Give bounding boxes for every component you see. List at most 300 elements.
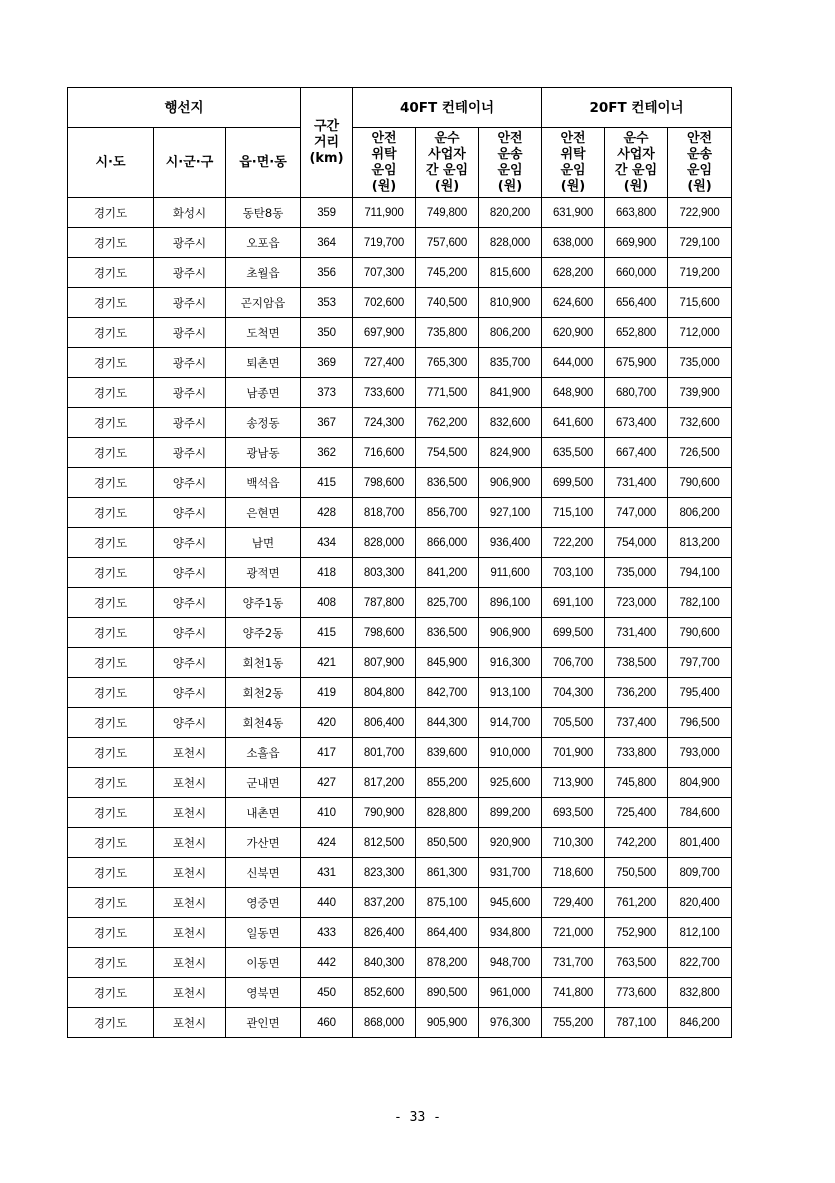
table-row [68,888,732,918]
cell-20ft-carrier-rate: 667,400 [605,438,668,468]
cell-sido: 경기도 [68,828,154,858]
cell-20ft-safe-transport-rate: 735,000 [668,348,732,378]
cell-20ft-carrier-rate: 754,000 [605,528,668,558]
cell-40ft-carrier-rate: 842,700 [416,678,479,708]
cell-40ft-carrier-rate: 856,700 [416,498,479,528]
cell-eupmyeondong: 소흘읍 [226,738,301,768]
cell-40ft-carrier-rate: 844,300 [416,708,479,738]
header-destination: 행선지 [68,88,301,128]
table-row [68,1008,732,1038]
cell-40ft-safe-transport-rate: 806,200 [479,318,542,348]
cell-sigungu: 양주시 [154,558,226,588]
header-40ft-safe-consign-rate: 안전 위탁 운임 (원) [353,128,416,198]
cell-20ft-safe-transport-rate: 806,200 [668,498,732,528]
cell-20ft-carrier-rate: 675,900 [605,348,668,378]
table-row [68,318,732,348]
cell-20ft-safe-consign-rate: 704,300 [542,678,605,708]
cell-40ft-safe-transport-rate: 896,100 [479,588,542,618]
cell-40ft-safe-transport-rate: 824,900 [479,438,542,468]
cell-40ft-carrier-rate: 855,200 [416,768,479,798]
cell-distance: 424 [301,828,353,858]
cell-20ft-carrier-rate: 731,400 [605,468,668,498]
cell-eupmyeondong: 백석읍 [226,468,301,498]
cell-eupmyeondong: 은현면 [226,498,301,528]
table-row [68,918,732,948]
cell-40ft-safe-consign-rate: 840,300 [353,948,416,978]
cell-sido: 경기도 [68,438,154,468]
cell-20ft-carrier-rate: 737,400 [605,708,668,738]
cell-40ft-carrier-rate: 864,400 [416,918,479,948]
cell-distance: 367 [301,408,353,438]
cell-sido: 경기도 [68,648,154,678]
header-40ft-safe-transport-rate: 안전 운송 운임 (원) [479,128,542,198]
cell-20ft-carrier-rate: 663,800 [605,198,668,228]
cell-40ft-safe-transport-rate: 910,000 [479,738,542,768]
cell-40ft-carrier-rate: 866,000 [416,528,479,558]
cell-sigungu: 포천시 [154,1008,226,1038]
table-row [68,228,732,258]
table-row [68,438,732,468]
cell-20ft-safe-consign-rate: 628,200 [542,258,605,288]
cell-20ft-carrier-rate: 742,200 [605,828,668,858]
cell-20ft-carrier-rate: 745,800 [605,768,668,798]
cell-20ft-safe-consign-rate: 755,200 [542,1008,605,1038]
cell-40ft-carrier-rate: 845,900 [416,648,479,678]
cell-40ft-safe-transport-rate: 820,200 [479,198,542,228]
cell-sigungu: 포천시 [154,768,226,798]
table-row [68,828,732,858]
cell-20ft-safe-consign-rate: 638,000 [542,228,605,258]
cell-40ft-safe-transport-rate: 945,600 [479,888,542,918]
cell-20ft-carrier-rate: 669,900 [605,228,668,258]
table-row [68,558,732,588]
cell-distance: 433 [301,918,353,948]
cell-20ft-safe-transport-rate: 782,100 [668,588,732,618]
table-row [68,858,732,888]
cell-sido: 경기도 [68,198,154,228]
cell-sido: 경기도 [68,318,154,348]
cell-sigungu: 양주시 [154,528,226,558]
cell-40ft-safe-consign-rate: 798,600 [353,618,416,648]
cell-40ft-safe-consign-rate: 807,900 [353,648,416,678]
cell-sigungu: 양주시 [154,498,226,528]
cell-sigungu: 광주시 [154,438,226,468]
cell-20ft-safe-consign-rate: 631,900 [542,198,605,228]
cell-20ft-safe-consign-rate: 715,100 [542,498,605,528]
cell-eupmyeondong: 영중면 [226,888,301,918]
cell-40ft-safe-transport-rate: 810,900 [479,288,542,318]
cell-sigungu: 포천시 [154,948,226,978]
cell-sigungu: 광주시 [154,408,226,438]
cell-20ft-safe-consign-rate: 620,900 [542,318,605,348]
cell-20ft-carrier-rate: 738,500 [605,648,668,678]
cell-40ft-safe-consign-rate: 790,900 [353,798,416,828]
table-row [68,528,732,558]
cell-sigungu: 광주시 [154,228,226,258]
cell-20ft-safe-transport-rate: 732,600 [668,408,732,438]
cell-distance: 434 [301,528,353,558]
cell-eupmyeondong: 군내면 [226,768,301,798]
cell-sido: 경기도 [68,348,154,378]
cell-sigungu: 포천시 [154,738,226,768]
cell-40ft-carrier-rate: 839,600 [416,738,479,768]
cell-20ft-safe-consign-rate: 710,300 [542,828,605,858]
cell-20ft-safe-transport-rate: 813,200 [668,528,732,558]
cell-sido: 경기도 [68,498,154,528]
cell-sigungu: 광주시 [154,288,226,318]
cell-sigungu: 양주시 [154,468,226,498]
cell-distance: 420 [301,708,353,738]
cell-40ft-safe-consign-rate: 716,600 [353,438,416,468]
cell-20ft-safe-transport-rate: 790,600 [668,618,732,648]
cell-20ft-safe-consign-rate: 644,000 [542,348,605,378]
cell-eupmyeondong: 퇴촌면 [226,348,301,378]
cell-40ft-safe-transport-rate: 899,200 [479,798,542,828]
cell-20ft-safe-transport-rate: 812,100 [668,918,732,948]
cell-40ft-safe-transport-rate: 927,100 [479,498,542,528]
cell-40ft-safe-consign-rate: 719,700 [353,228,416,258]
cell-40ft-safe-consign-rate: 852,600 [353,978,416,1008]
table-row [68,588,732,618]
header-20ft-safe-consign-rate: 안전 위탁 운임 (원) [542,128,605,198]
cell-eupmyeondong: 회천4동 [226,708,301,738]
cell-40ft-safe-transport-rate: 828,000 [479,228,542,258]
cell-40ft-safe-transport-rate: 815,600 [479,258,542,288]
cell-sigungu: 광주시 [154,348,226,378]
cell-eupmyeondong: 광남동 [226,438,301,468]
cell-sido: 경기도 [68,258,154,288]
cell-40ft-carrier-rate: 841,200 [416,558,479,588]
cell-40ft-carrier-rate: 735,800 [416,318,479,348]
table-row [68,768,732,798]
cell-distance: 364 [301,228,353,258]
header-20ft-carrier-rate: 운수 사업자 간 운임 (원) [605,128,668,198]
cell-20ft-carrier-rate: 680,700 [605,378,668,408]
cell-40ft-carrier-rate: 878,200 [416,948,479,978]
cell-20ft-carrier-rate: 652,800 [605,318,668,348]
cell-distance: 350 [301,318,353,348]
cell-sido: 경기도 [68,1008,154,1038]
header-eupmyeondong: 읍·면·동 [226,128,301,198]
cell-distance: 418 [301,558,353,588]
cell-20ft-carrier-rate: 763,500 [605,948,668,978]
cell-sido: 경기도 [68,978,154,1008]
cell-40ft-carrier-rate: 745,200 [416,258,479,288]
table-row [68,288,732,318]
cell-20ft-safe-transport-rate: 809,700 [668,858,732,888]
cell-40ft-carrier-rate: 836,500 [416,468,479,498]
cell-sido: 경기도 [68,948,154,978]
cell-20ft-safe-transport-rate: 804,900 [668,768,732,798]
cell-20ft-carrier-rate: 747,000 [605,498,668,528]
cell-distance: 415 [301,468,353,498]
cell-40ft-safe-transport-rate: 906,900 [479,618,542,648]
cell-distance: 408 [301,588,353,618]
header-20ft-safe-transport-rate: 안전 운송 운임 (원) [668,128,732,198]
cell-eupmyeondong: 가산면 [226,828,301,858]
cell-eupmyeondong: 오포읍 [226,228,301,258]
cell-20ft-carrier-rate: 750,500 [605,858,668,888]
cell-eupmyeondong: 이동면 [226,948,301,978]
cell-20ft-carrier-rate: 735,000 [605,558,668,588]
cell-sido: 경기도 [68,678,154,708]
cell-eupmyeondong: 도척면 [226,318,301,348]
cell-sigungu: 양주시 [154,588,226,618]
cell-distance: 410 [301,798,353,828]
cell-40ft-safe-transport-rate: 906,900 [479,468,542,498]
cell-20ft-safe-consign-rate: 718,600 [542,858,605,888]
cell-40ft-carrier-rate: 754,500 [416,438,479,468]
cell-sido: 경기도 [68,468,154,498]
cell-40ft-carrier-rate: 740,500 [416,288,479,318]
cell-20ft-safe-consign-rate: 641,600 [542,408,605,438]
table-row [68,798,732,828]
cell-eupmyeondong: 양주1동 [226,588,301,618]
cell-eupmyeondong: 관인면 [226,1008,301,1038]
cell-40ft-safe-consign-rate: 837,200 [353,888,416,918]
cell-eupmyeondong: 양주2동 [226,618,301,648]
table-row [68,378,732,408]
cell-sido: 경기도 [68,708,154,738]
cell-40ft-safe-transport-rate: 911,600 [479,558,542,588]
cell-sido: 경기도 [68,288,154,318]
cell-40ft-safe-consign-rate: 806,400 [353,708,416,738]
cell-sigungu: 양주시 [154,678,226,708]
cell-eupmyeondong: 동탄8동 [226,198,301,228]
cell-sigungu: 양주시 [154,648,226,678]
cell-20ft-safe-transport-rate: 712,000 [668,318,732,348]
cell-20ft-safe-consign-rate: 731,700 [542,948,605,978]
cell-40ft-safe-transport-rate: 936,400 [479,528,542,558]
cell-20ft-safe-transport-rate: 726,500 [668,438,732,468]
header-sigungu: 시·군·구 [154,128,226,198]
cell-sido: 경기도 [68,768,154,798]
cell-distance: 359 [301,198,353,228]
cell-distance: 440 [301,888,353,918]
cell-20ft-carrier-rate: 673,400 [605,408,668,438]
cell-sigungu: 양주시 [154,618,226,648]
cell-20ft-safe-consign-rate: 693,500 [542,798,605,828]
cell-40ft-safe-consign-rate: 817,200 [353,768,416,798]
table-row [68,258,732,288]
cell-40ft-safe-transport-rate: 920,900 [479,828,542,858]
cell-20ft-safe-transport-rate: 820,400 [668,888,732,918]
cell-20ft-safe-transport-rate: 796,500 [668,708,732,738]
cell-40ft-safe-transport-rate: 913,100 [479,678,542,708]
cell-20ft-safe-consign-rate: 705,500 [542,708,605,738]
cell-20ft-safe-consign-rate: 701,900 [542,738,605,768]
cell-40ft-carrier-rate: 890,500 [416,978,479,1008]
table-row [68,678,732,708]
cell-40ft-carrier-rate: 757,600 [416,228,479,258]
cell-40ft-carrier-rate: 828,800 [416,798,479,828]
cell-20ft-safe-transport-rate: 832,800 [668,978,732,1008]
cell-40ft-safe-consign-rate: 812,500 [353,828,416,858]
cell-40ft-safe-transport-rate: 914,700 [479,708,542,738]
cell-20ft-safe-consign-rate: 635,500 [542,438,605,468]
cell-40ft-carrier-rate: 875,100 [416,888,479,918]
cell-distance: 431 [301,858,353,888]
cell-distance: 353 [301,288,353,318]
cell-sigungu: 광주시 [154,318,226,348]
table-row [68,648,732,678]
cell-distance: 460 [301,1008,353,1038]
cell-sido: 경기도 [68,588,154,618]
cell-20ft-safe-consign-rate: 699,500 [542,618,605,648]
cell-40ft-carrier-rate: 861,300 [416,858,479,888]
cell-distance: 450 [301,978,353,1008]
table-header [68,88,732,198]
cell-distance: 362 [301,438,353,468]
cell-20ft-carrier-rate: 761,200 [605,888,668,918]
cell-40ft-safe-consign-rate: 804,800 [353,678,416,708]
cell-20ft-carrier-rate: 656,400 [605,288,668,318]
cell-20ft-safe-transport-rate: 722,900 [668,198,732,228]
cell-sigungu: 포천시 [154,798,226,828]
cell-20ft-safe-consign-rate: 721,000 [542,918,605,948]
cell-distance: 369 [301,348,353,378]
cell-20ft-safe-consign-rate: 706,700 [542,648,605,678]
cell-40ft-safe-consign-rate: 711,900 [353,198,416,228]
cell-eupmyeondong: 신북면 [226,858,301,888]
cell-20ft-carrier-rate: 660,000 [605,258,668,288]
table-row [68,978,732,1008]
cell-40ft-safe-consign-rate: 798,600 [353,468,416,498]
cell-sido: 경기도 [68,738,154,768]
cell-sido: 경기도 [68,858,154,888]
cell-sido: 경기도 [68,798,154,828]
cell-20ft-safe-transport-rate: 822,700 [668,948,732,978]
table-row [68,348,732,378]
table-row [68,468,732,498]
cell-40ft-safe-consign-rate: 727,400 [353,348,416,378]
cell-20ft-safe-transport-rate: 795,400 [668,678,732,708]
cell-20ft-carrier-rate: 723,000 [605,588,668,618]
cell-sigungu: 화성시 [154,198,226,228]
cell-sigungu: 광주시 [154,378,226,408]
cell-20ft-carrier-rate: 733,800 [605,738,668,768]
cell-40ft-safe-transport-rate: 841,900 [479,378,542,408]
cell-40ft-safe-consign-rate: 826,400 [353,918,416,948]
cell-sido: 경기도 [68,228,154,258]
table-row [68,738,732,768]
cell-40ft-safe-consign-rate: 868,000 [353,1008,416,1038]
cell-40ft-safe-consign-rate: 801,700 [353,738,416,768]
cell-40ft-safe-consign-rate: 823,300 [353,858,416,888]
cell-20ft-safe-consign-rate: 729,400 [542,888,605,918]
cell-20ft-carrier-rate: 725,400 [605,798,668,828]
cell-40ft-carrier-rate: 836,500 [416,618,479,648]
cell-distance: 415 [301,618,353,648]
cell-20ft-safe-consign-rate: 722,200 [542,528,605,558]
header-40ft-carrier-rate: 운수 사업자 간 운임 (원) [416,128,479,198]
cell-distance: 373 [301,378,353,408]
cell-40ft-safe-transport-rate: 934,800 [479,918,542,948]
cell-sigungu: 포천시 [154,978,226,1008]
table-row [68,708,732,738]
table-row [68,618,732,648]
table-row [68,948,732,978]
cell-eupmyeondong: 일동면 [226,918,301,948]
cell-distance: 356 [301,258,353,288]
cell-40ft-safe-consign-rate: 707,300 [353,258,416,288]
cell-eupmyeondong: 회천2동 [226,678,301,708]
cell-sigungu: 포천시 [154,828,226,858]
cell-eupmyeondong: 곤지암읍 [226,288,301,318]
cell-distance: 417 [301,738,353,768]
cell-eupmyeondong: 내촌면 [226,798,301,828]
cell-40ft-safe-consign-rate: 818,700 [353,498,416,528]
header-40ft-container: 40FT 컨테이너 [353,88,542,128]
cell-40ft-safe-consign-rate: 733,600 [353,378,416,408]
header-sido: 시·도 [68,128,154,198]
cell-40ft-safe-consign-rate: 724,300 [353,408,416,438]
cell-20ft-safe-consign-rate: 691,100 [542,588,605,618]
page-number: - 33 - [394,1110,441,1125]
cell-40ft-safe-consign-rate: 787,800 [353,588,416,618]
cell-20ft-safe-consign-rate: 699,500 [542,468,605,498]
cell-20ft-safe-consign-rate: 624,600 [542,288,605,318]
cell-sido: 경기도 [68,528,154,558]
cell-eupmyeondong: 남종면 [226,378,301,408]
cell-sido: 경기도 [68,558,154,588]
cell-20ft-safe-consign-rate: 703,100 [542,558,605,588]
cell-20ft-safe-transport-rate: 794,100 [668,558,732,588]
cell-sigungu: 양주시 [154,708,226,738]
cell-20ft-safe-transport-rate: 715,600 [668,288,732,318]
cell-40ft-safe-transport-rate: 961,000 [479,978,542,1008]
cell-eupmyeondong: 영북면 [226,978,301,1008]
table-row [68,408,732,438]
cell-40ft-safe-transport-rate: 916,300 [479,648,542,678]
cell-40ft-safe-transport-rate: 976,300 [479,1008,542,1038]
rate-table [67,87,732,1038]
table-row [68,198,732,228]
header-20ft-container: 20FT 컨테이너 [542,88,732,128]
cell-20ft-safe-transport-rate: 846,200 [668,1008,732,1038]
cell-20ft-safe-transport-rate: 739,900 [668,378,732,408]
cell-distance: 419 [301,678,353,708]
cell-20ft-safe-transport-rate: 793,000 [668,738,732,768]
cell-20ft-carrier-rate: 787,100 [605,1008,668,1038]
cell-20ft-safe-transport-rate: 801,400 [668,828,732,858]
cell-20ft-carrier-rate: 773,600 [605,978,668,1008]
cell-sido: 경기도 [68,888,154,918]
cell-sido: 경기도 [68,378,154,408]
cell-20ft-safe-transport-rate: 729,100 [668,228,732,258]
cell-40ft-carrier-rate: 905,900 [416,1008,479,1038]
cell-40ft-carrier-rate: 825,700 [416,588,479,618]
cell-20ft-safe-consign-rate: 713,900 [542,768,605,798]
cell-eupmyeondong: 초월읍 [226,258,301,288]
cell-sigungu: 포천시 [154,858,226,888]
cell-distance: 421 [301,648,353,678]
cell-eupmyeondong: 남면 [226,528,301,558]
cell-sido: 경기도 [68,918,154,948]
cell-40ft-safe-transport-rate: 948,700 [479,948,542,978]
cell-distance: 442 [301,948,353,978]
table-body [68,198,732,1038]
cell-sigungu: 포천시 [154,888,226,918]
cell-40ft-safe-consign-rate: 697,900 [353,318,416,348]
cell-40ft-carrier-rate: 850,500 [416,828,479,858]
cell-40ft-safe-transport-rate: 835,700 [479,348,542,378]
cell-40ft-safe-consign-rate: 828,000 [353,528,416,558]
cell-40ft-safe-transport-rate: 925,600 [479,768,542,798]
cell-40ft-carrier-rate: 749,800 [416,198,479,228]
cell-20ft-carrier-rate: 731,400 [605,618,668,648]
cell-40ft-carrier-rate: 765,300 [416,348,479,378]
